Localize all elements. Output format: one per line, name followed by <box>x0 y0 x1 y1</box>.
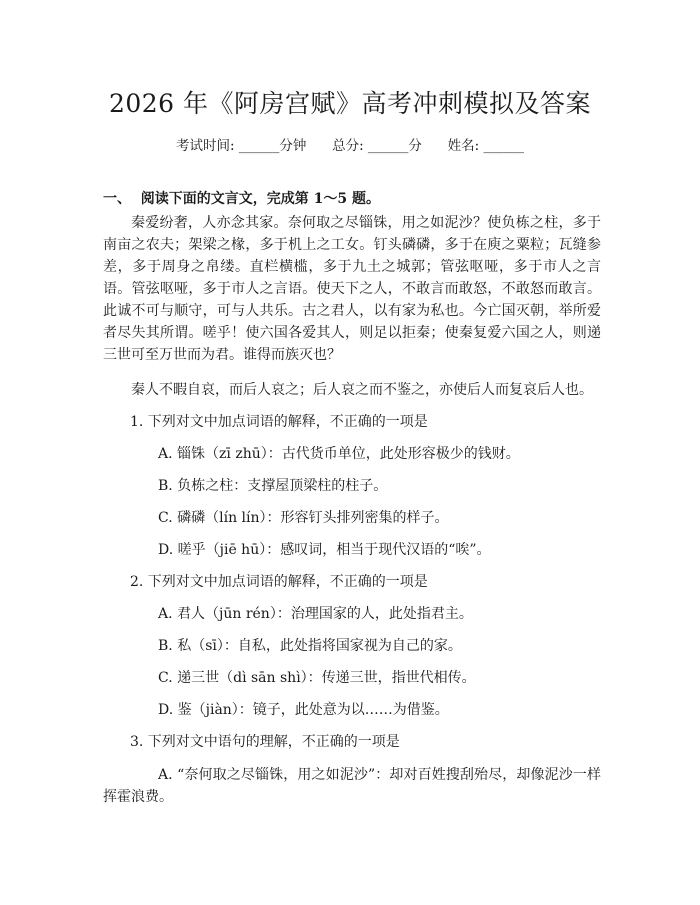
question-2-option-c: C. 递三世（dì sān shì）：传递三世，指世代相传。 <box>158 670 476 686</box>
question-2-option-a: A. 君人（jūn rén）：治理国家的人，此处指君主。 <box>158 606 473 622</box>
question-2-option-d: D. 鉴（jiàn）：镜子，此处意为以……为借鉴。 <box>158 702 449 718</box>
passage-paragraph-1: 秦爱纷奢，人亦念其家。奈何取之尽锱铢，用之如泥沙？使负栋之柱，多于南亩之农夫；架梁之椽，多于机上之工女。钉头磷磷，多于在庾之粟粒；瓦缝参差，多于周身之帛缕。直栏横槛，多于九土之城郭；管弦呕哑，多于市人之言语。管弦呕哑，多于市人之言语。使天下之人，不敢言而敢怒，不敢怒而敢言。此诚不可与顺守，可与人共乐。古之君人，以有家为私也。今亡国灭朝，举所爱者尽失其所谓。嗟乎！使六国各爱其人，则足以拒秦；使秦复爱六国之人，则递三世可至万世而为君。谁得而族灭也？ <box>103 215 601 363</box>
passage-paragraph-2: 秦人不暇自哀，而后人哀之；后人哀之而不鉴之，亦使后人而复哀后人也。 <box>131 382 593 398</box>
page-title: 2026 年《阿房宫赋》高考冲刺模拟及答案 <box>108 89 592 118</box>
exam-time-label: 考试时间: ______分钟 <box>175 138 307 154</box>
total-score-label: 总分: ______分 <box>332 138 422 154</box>
exam-info-line <box>0 134 700 154</box>
question-2-stem: 2. 下列对文中加点词语的解释，不正确的一项是 <box>130 574 428 590</box>
question-3-option-a: A. “奈何取之尽锱铢，用之如泥沙”：却对百姓搜刮殆尽，却像泥沙一样挥霍浪费。 <box>103 767 601 805</box>
section-heading: 一、 阅读下面的文言文，完成第 1～5 题。 <box>103 191 380 207</box>
question-1-option-b: B. 负栋之柱：支撑屋顶梁柱的柱子。 <box>158 478 388 494</box>
question-3-stem: 3. 下列对文中语句的理解，不正确的一项是 <box>130 734 400 750</box>
question-1-option-a: A. 锱铢（zī zhū）：古代货币单位，此处形容极少的钱财。 <box>158 446 520 462</box>
question-1-option-d: D. 嗟乎（jiē hū）：感叹词，相当于现代汉语的“唉”。 <box>158 542 491 558</box>
student-name-label: 姓名: ______ <box>447 138 525 154</box>
question-2-option-b: B. 私（sī）：自私，此处指将国家视为自己的家。 <box>158 638 462 654</box>
question-1-option-c: C. 磷磷（lín lín）：形容钉头排列密集的样子。 <box>158 510 449 526</box>
question-1-stem: 1. 下列对文中加点词语的解释，不正确的一项是 <box>130 414 428 430</box>
